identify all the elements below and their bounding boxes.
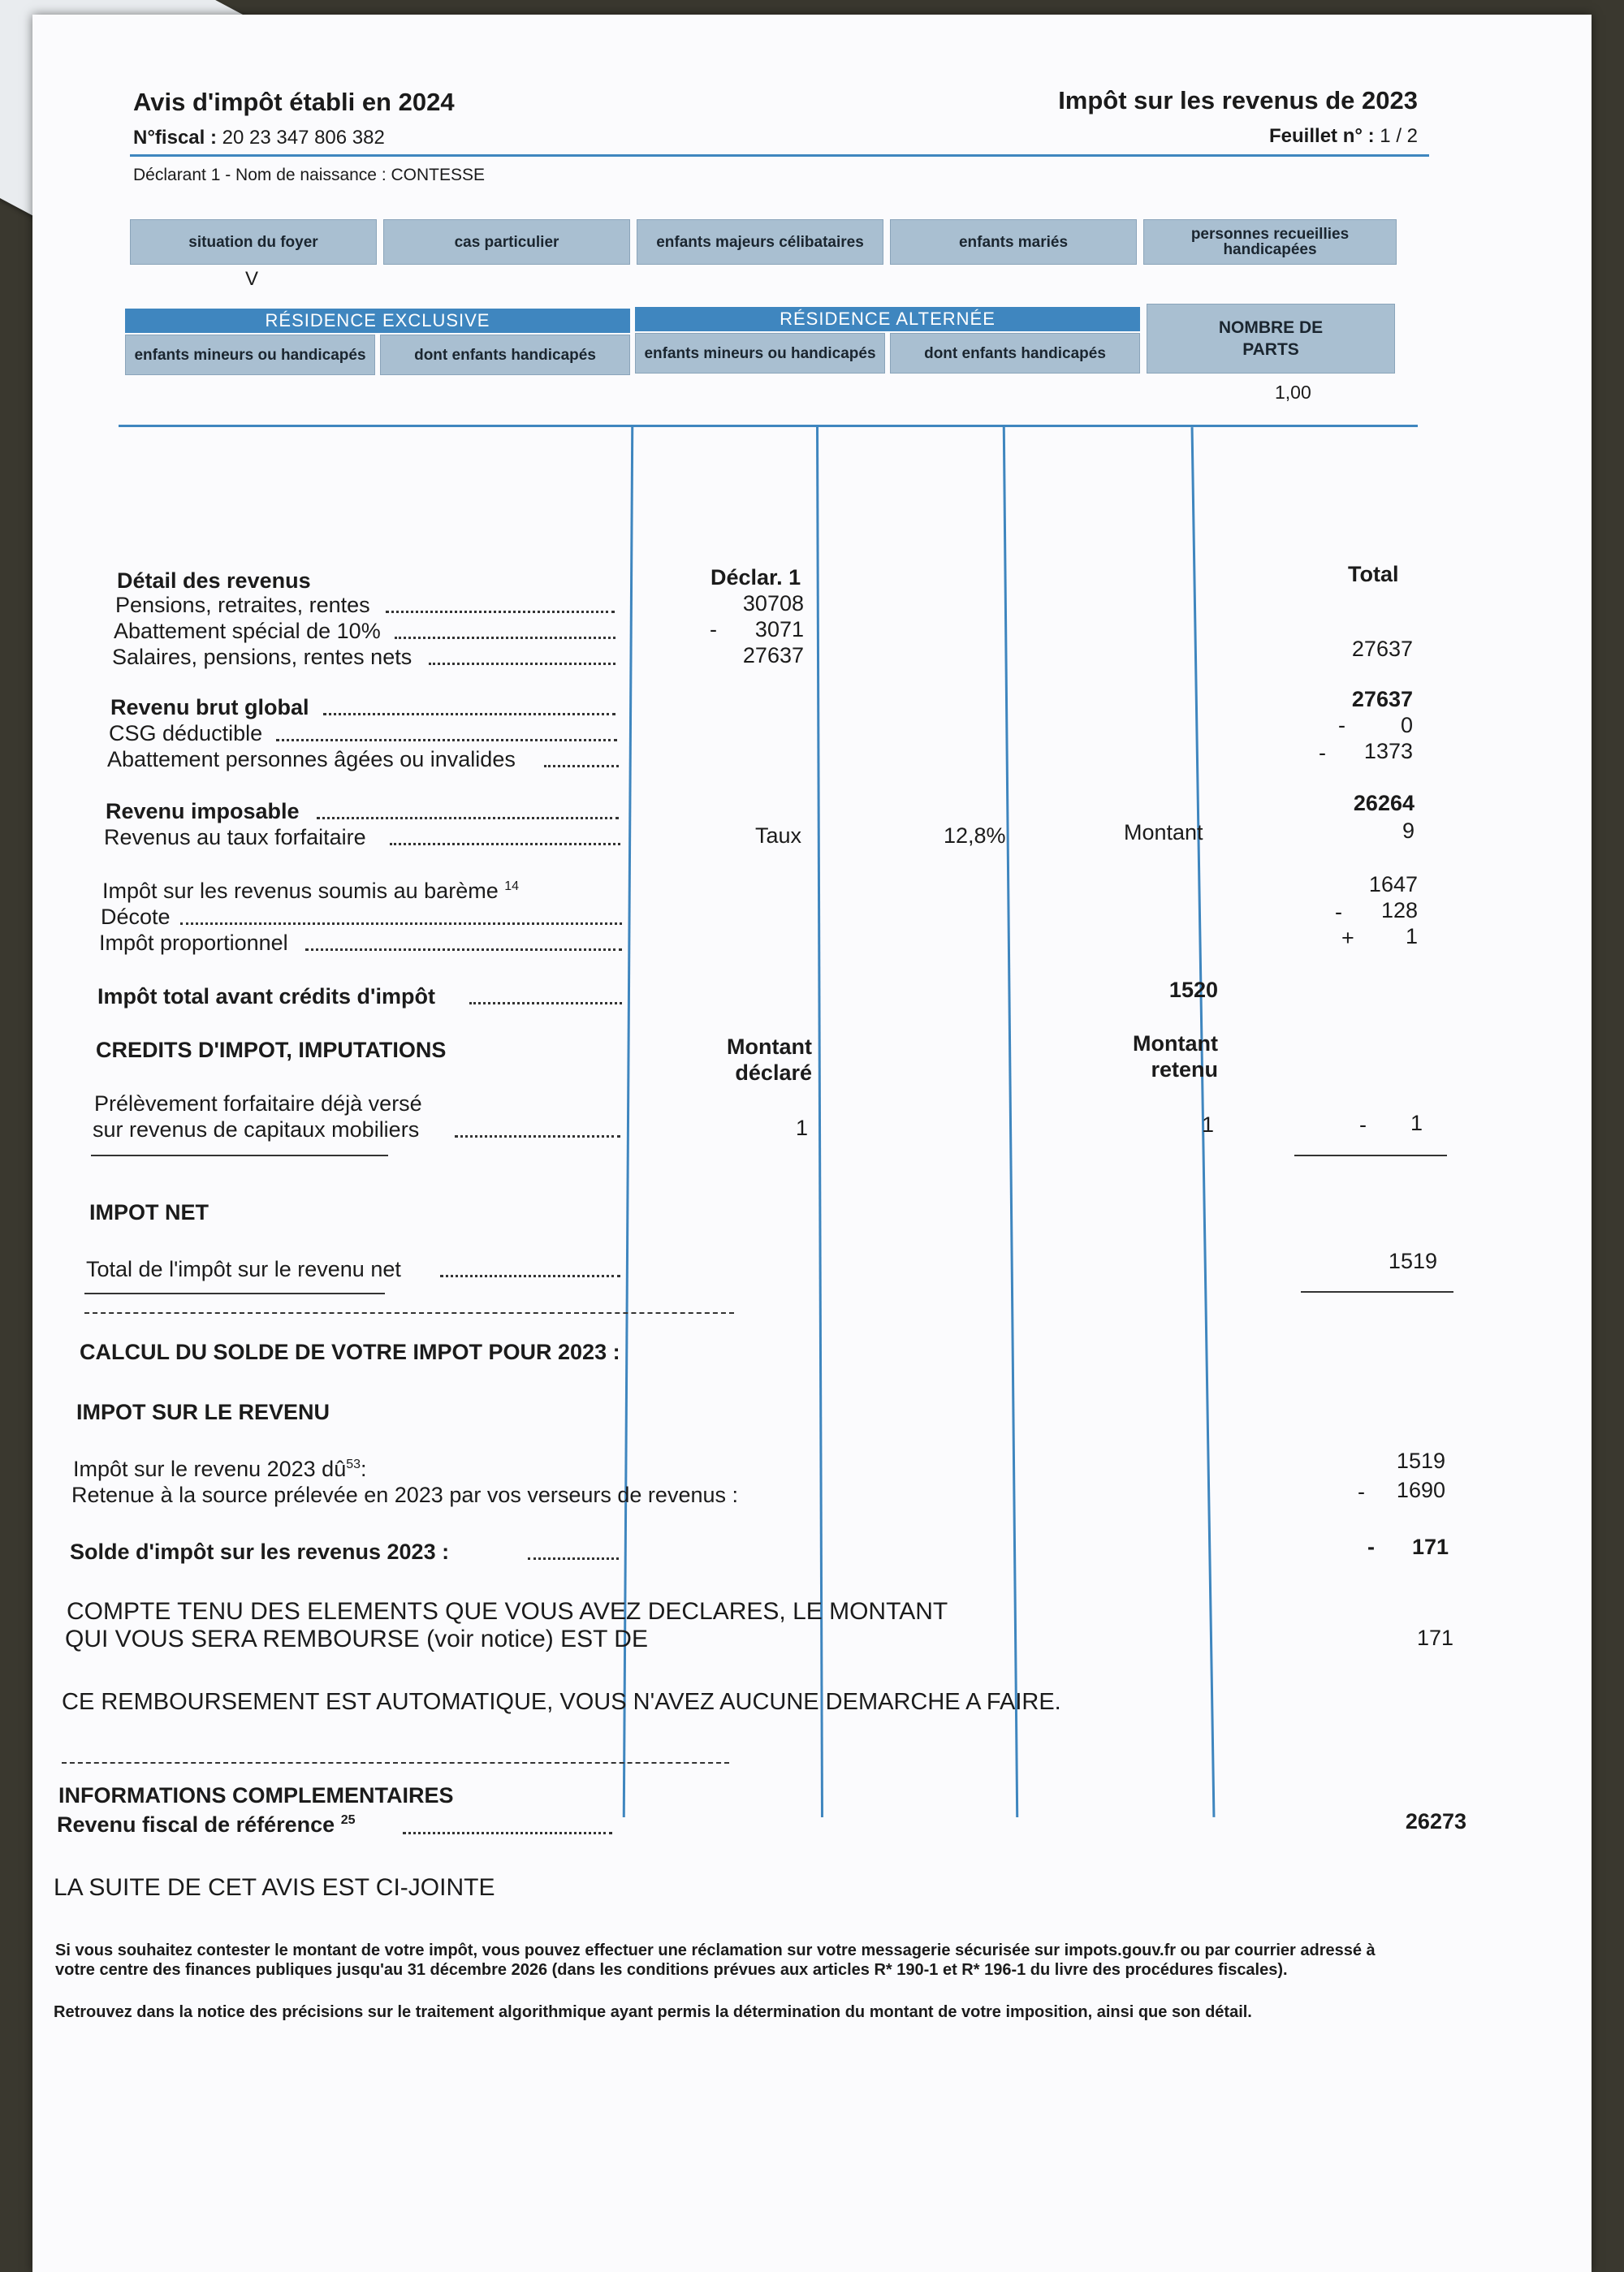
situation-header-cas: cas particulier bbox=[383, 219, 630, 265]
remboursement-line1: COMPTE TENU DES ELEMENTS QUE VOUS AVEZ DECLARES, LE MONTANT bbox=[67, 1598, 948, 1625]
sheet-number: 1 / 2 bbox=[1380, 125, 1418, 147]
pfu-label-line1: Prélèvement forfaitaire déjà versé bbox=[94, 1091, 422, 1116]
taux-value: 12,8% bbox=[944, 823, 1006, 848]
remboursement-line2: QUI VOUS SERA REMBOURSE (voir notice) EST DE bbox=[65, 1626, 648, 1652]
csg-label: CSG déductible bbox=[109, 721, 263, 745]
solde-value: 171 bbox=[1411, 1535, 1449, 1559]
infos-section-title: INFORMATIONS COMPLEMENTAIRES bbox=[58, 1783, 454, 1808]
revenu-imposable-total: 26264 bbox=[1353, 791, 1415, 815]
situation-header-recueillies: personnes recueillies handicapées bbox=[1143, 219, 1397, 265]
leader-dots bbox=[305, 948, 622, 951]
situation-header-majeurs: enfants majeurs célibataires bbox=[637, 219, 883, 265]
residence-exclusive-handicapes: dont enfants handicapés bbox=[380, 335, 630, 375]
impot-net-total-label: Total de l'impôt sur le revenu net bbox=[86, 1257, 401, 1281]
salaires-total: 27637 bbox=[1351, 637, 1413, 661]
montant-label: Montant bbox=[1124, 820, 1203, 844]
column-rule-3 bbox=[1003, 427, 1018, 1817]
declarant-name: Déclarant 1 - Nom de naissance : CONTESSE bbox=[133, 166, 486, 184]
retenue-value: 1690 bbox=[1396, 1478, 1445, 1502]
pfu-label-line2: sur revenus de capitaux mobiliers bbox=[93, 1117, 420, 1142]
situation-value: V bbox=[245, 268, 259, 290]
csg-total: 0 bbox=[1400, 713, 1413, 737]
situation-header-maries: enfants mariés bbox=[890, 219, 1137, 265]
credits-retained-header-1: Montant bbox=[1133, 1031, 1218, 1056]
notice-title: Avis d'impôt établi en 2024 bbox=[133, 88, 455, 116]
pensions-value: 30708 bbox=[742, 591, 804, 616]
rfr-label-text: Revenu fiscal de référence bbox=[57, 1812, 335, 1837]
header-divider bbox=[130, 154, 1429, 157]
avant-credits-value: 1520 bbox=[1168, 978, 1218, 1002]
impot-du-note: 53 bbox=[346, 1458, 361, 1471]
fiscal-number-row bbox=[133, 127, 385, 149]
avant-credits-label: Impôt total avant crédits d'impôt bbox=[97, 984, 435, 1009]
proportionnel-sign: + bbox=[1341, 926, 1354, 950]
solde-label: Solde d'impôt sur les revenus 2023 : bbox=[70, 1540, 450, 1564]
residence-alternee-mineurs: enfants mineurs ou handicapés bbox=[635, 333, 885, 374]
fiscal-number-label: N°fiscal : bbox=[133, 127, 217, 149]
leader-dots bbox=[455, 1135, 620, 1138]
leader-dots bbox=[395, 637, 615, 639]
leader-dots bbox=[386, 611, 615, 613]
proportionnel-total: 1 bbox=[1405, 924, 1418, 948]
footer-contest-line1: Si vous souhaitez contester le montant de votre impôt, vous pouvez effectuer une réclamation sur votre messagerie sécurisée sur impots.gouv.fr ou par courrier adressé à bbox=[55, 1942, 1376, 1959]
leader-dots bbox=[528, 1557, 619, 1560]
total-column-header: Total bbox=[1348, 562, 1399, 586]
table-top-rule bbox=[119, 425, 1418, 427]
nombre-de-parts-header: NOMBRE DE PARTS bbox=[1147, 304, 1395, 374]
fiscal-number: 20 23 347 806 382 bbox=[222, 127, 385, 149]
footer-contest-line2: votre centre des finances publiques jusqu'au 31 décembre 2026 (dans les conditions prévues aux articles R* 190-1 et R* 196-1 du livre des procédures fiscales). bbox=[55, 1961, 1288, 1979]
csg-sign: - bbox=[1338, 713, 1345, 737]
rfr-value: 26273 bbox=[1405, 1809, 1466, 1834]
bareme-total: 1647 bbox=[1368, 872, 1418, 896]
credits-declared-header-1: Montant bbox=[727, 1034, 812, 1059]
detail-section-title: Détail des revenus bbox=[117, 568, 311, 593]
pfu-retained: 1 bbox=[1201, 1112, 1214, 1137]
declarant-column-header: Déclar. 1 bbox=[710, 565, 801, 590]
leader-dots bbox=[429, 663, 615, 665]
pfu-total: 1 bbox=[1410, 1111, 1423, 1135]
notice-subtitle: Impôt sur les revenus de 2023 bbox=[1058, 86, 1418, 114]
forfaitaire-total: 9 bbox=[1402, 819, 1415, 843]
situation-header-foyer: situation du foyer bbox=[130, 219, 377, 265]
credits-retained-header-2: retenu bbox=[1151, 1057, 1218, 1082]
retenue-sign: - bbox=[1358, 1479, 1365, 1504]
bareme-label-text: Impôt sur les revenus soumis au barème bbox=[102, 879, 499, 903]
credits-declared-header-2: déclaré bbox=[735, 1060, 812, 1085]
total-underline bbox=[1294, 1155, 1447, 1156]
remboursement-value: 171 bbox=[1416, 1626, 1453, 1650]
abattement-ages-label: Abattement personnes âgées ou invalides bbox=[107, 747, 516, 771]
pfu-sign: - bbox=[1359, 1112, 1367, 1137]
leader-dots bbox=[440, 1275, 620, 1277]
abattement-ages-total: 1373 bbox=[1363, 739, 1413, 763]
bareme-note: 14 bbox=[504, 879, 520, 893]
leader-dots bbox=[469, 1002, 622, 1004]
leader-dots bbox=[544, 765, 619, 767]
leader-dots bbox=[390, 843, 620, 845]
rfr-note: 25 bbox=[340, 1813, 356, 1827]
bareme-label bbox=[102, 879, 519, 904]
leader-dots bbox=[317, 817, 619, 819]
solde-section-title: CALCUL DU SOLDE DE VOTRE IMPOT POUR 2023 : bbox=[80, 1340, 620, 1364]
nombre-de-parts-value: 1,00 bbox=[1275, 382, 1311, 403]
tax-notice-page bbox=[32, 15, 1592, 2272]
pensions-label: Pensions, retraites, rentes bbox=[115, 593, 370, 617]
leader-dots bbox=[180, 922, 622, 925]
remboursement-auto-note: CE REMBOURSEMENT EST AUTOMATIQUE, VOUS N'AVEZ AUCUNE DEMARCHE A FAIRE. bbox=[62, 1689, 1061, 1715]
revenu-brut-total: 27637 bbox=[1351, 687, 1413, 711]
impot-du-value: 1519 bbox=[1396, 1449, 1445, 1473]
pfu-declared: 1 bbox=[795, 1116, 808, 1140]
suite-ci-jointe: LA SUITE DE CET AVIS EST CI-JOINTE bbox=[54, 1874, 495, 1901]
sheet-number-label: Feuillet n° : bbox=[1269, 125, 1375, 147]
impot-net-total-value: 1519 bbox=[1388, 1249, 1437, 1273]
leader-dots bbox=[403, 1832, 612, 1834]
decote-total: 128 bbox=[1380, 898, 1418, 922]
salaires-value: 27637 bbox=[742, 643, 804, 667]
abattement-sign: - bbox=[710, 617, 717, 641]
revenu-imposable-label: Revenu imposable bbox=[106, 799, 300, 823]
forfaitaire-label: Revenus au taux forfaitaire bbox=[104, 825, 366, 849]
leader-dots bbox=[276, 739, 617, 741]
abattement-ages-sign: - bbox=[1319, 741, 1326, 765]
abattement-label: Abattement spécial de 10% bbox=[114, 619, 381, 643]
total-underline bbox=[1301, 1291, 1453, 1293]
impot-du-label: Impôt sur le revenu 2023 $dû^{53}$: bbox=[73, 1457, 367, 1481]
impot-revenu-subtitle: IMPOT SUR LE REVENU bbox=[76, 1400, 330, 1424]
residence-alternee-handicapes: dont enfants handicapés bbox=[890, 333, 1140, 374]
solde-sign: - bbox=[1367, 1535, 1375, 1559]
section-separator bbox=[84, 1312, 734, 1314]
section-separator bbox=[62, 1762, 729, 1764]
section-underline bbox=[91, 1155, 388, 1156]
leader-dots bbox=[323, 713, 615, 715]
impot-net-title: IMPOT NET bbox=[89, 1200, 209, 1225]
footer-algorithm-note: Retrouvez dans la notice des précisions sur le traitement algorithmique ayant permis la détermination du montant de votre imposition, ainsi que son détail. bbox=[54, 2003, 1252, 2021]
revenu-brut-label: Revenu brut global bbox=[110, 695, 309, 719]
decote-label: Décote bbox=[101, 905, 171, 929]
decote-sign: - bbox=[1335, 900, 1342, 924]
taux-label: Taux bbox=[755, 823, 802, 848]
sheet-number-row bbox=[1269, 125, 1418, 148]
credits-section-title: CREDITS D'IMPOT, IMPUTATIONS bbox=[96, 1038, 447, 1062]
rfr-label bbox=[57, 1812, 355, 1838]
salaires-label: Salaires, pensions, rentes nets bbox=[112, 645, 412, 669]
abattement-value: 3071 bbox=[754, 617, 804, 641]
residence-exclusive-bar: RÉSIDENCE EXCLUSIVE bbox=[125, 309, 630, 333]
residence-alternee-bar: RÉSIDENCE ALTERNÉE bbox=[635, 307, 1140, 331]
section-underline bbox=[84, 1293, 385, 1294]
residence-exclusive-mineurs: enfants mineurs ou handicapés bbox=[125, 335, 375, 375]
impot-du-label-text: Impôt sur le revenu 2023 dû bbox=[73, 1457, 347, 1481]
proportionnel-label: Impôt proportionnel bbox=[99, 931, 288, 955]
retenue-label: Retenue à la source prélevée en 2023 par vos verseurs de revenus : bbox=[71, 1483, 738, 1507]
